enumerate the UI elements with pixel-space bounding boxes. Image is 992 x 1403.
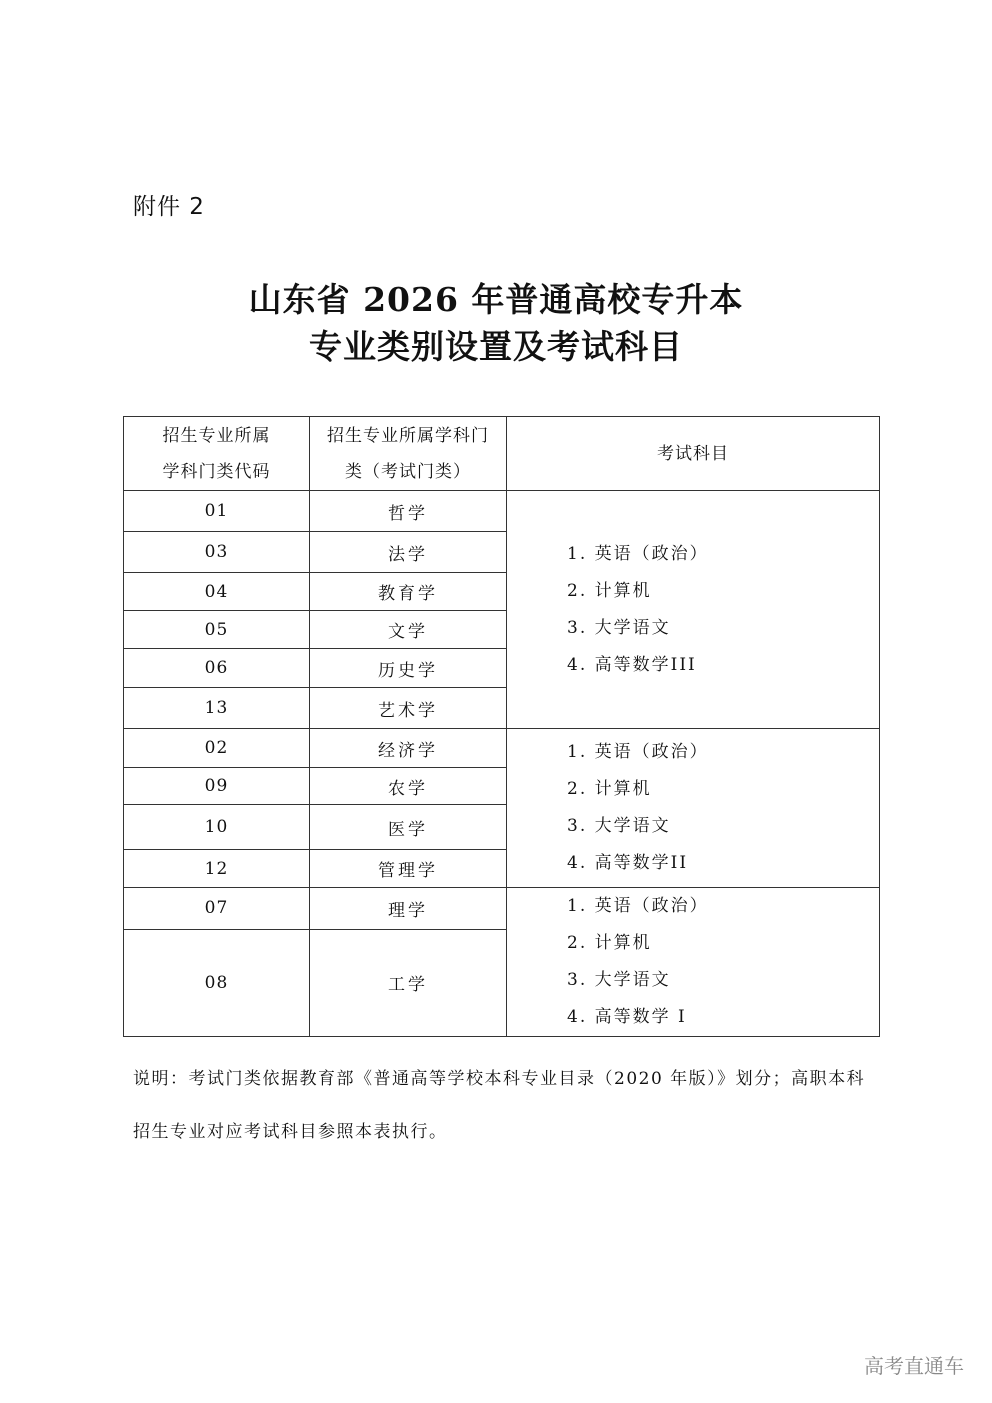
header-category: 招生专业所属学科门 类（考试门类）	[310, 417, 507, 491]
code-cell: 06	[124, 649, 310, 688]
table-header-row	[124, 417, 880, 491]
code-cell: 02	[124, 729, 310, 768]
category-cell: 经济学	[310, 729, 507, 768]
footnote: 说明：考试门类依据教育部《普通高等学校本科专业目录（2020 年版）》划分；高职本科招生专业对应考试科目参照本表执行。	[133, 1069, 866, 1142]
code-cell: 13	[124, 688, 310, 729]
exam-item: 1. 英语（政治）	[567, 896, 709, 916]
table-row	[124, 491, 880, 532]
category-cell: 农学	[310, 768, 507, 805]
category-cell: 哲学	[310, 491, 507, 532]
code-cell: 01	[124, 491, 310, 532]
exam-item: 3. 大学语文	[567, 617, 671, 638]
category-cell: 艺术学	[310, 688, 507, 729]
category-cell: 管理学	[310, 850, 507, 888]
category-cell: 历史学	[310, 649, 507, 688]
header-exam-subjects: 考试科目	[507, 417, 880, 491]
table-row	[124, 888, 880, 930]
code-cell: 08	[124, 929, 310, 1036]
code-cell: 09	[124, 768, 310, 805]
exam-item: 4. 高等数学 I	[567, 1007, 687, 1027]
exam-item: 2. 计算机	[567, 933, 652, 953]
page-title	[0, 276, 992, 370]
exam-item: 1. 英语（政治）	[567, 543, 709, 564]
code-cell: 10	[124, 805, 310, 850]
watermark: 高考直通车	[864, 1354, 964, 1378]
attachment-label: 附件 2	[133, 194, 205, 220]
category-cell: 法学	[310, 532, 507, 573]
exam-item: 3. 大学语文	[567, 816, 671, 836]
title-line-2: 专业类别设置及考试科目	[309, 327, 683, 366]
exam-subjects-cell	[507, 491, 880, 729]
exam-subjects-table	[123, 416, 880, 1037]
code-cell: 04	[124, 573, 310, 611]
code-cell: 03	[124, 532, 310, 573]
category-cell: 医学	[310, 805, 507, 850]
code-cell: 05	[124, 611, 310, 649]
exam-item: 4. 高等数学III	[567, 654, 697, 675]
table-row	[124, 729, 880, 768]
category-cell: 文学	[310, 611, 507, 649]
code-cell: 12	[124, 850, 310, 888]
category-cell: 教育学	[310, 573, 507, 611]
exam-item: 1. 英语（政治）	[567, 742, 709, 762]
exam-item: 3. 大学语文	[567, 970, 671, 990]
category-cell: 工学	[310, 929, 507, 1036]
category-cell: 理学	[310, 888, 507, 930]
exam-subjects-cell	[507, 729, 880, 888]
code-cell: 07	[124, 888, 310, 930]
exam-subjects-cell	[507, 888, 880, 1037]
header-code: 招生专业所属 学科门类代码	[124, 417, 310, 491]
exam-item: 4. 高等数学II	[567, 853, 689, 873]
exam-item: 2. 计算机	[567, 779, 652, 799]
exam-item: 2. 计算机	[567, 580, 652, 601]
title-line-1: 山东省 2026 年普通高校专升本	[248, 280, 744, 319]
